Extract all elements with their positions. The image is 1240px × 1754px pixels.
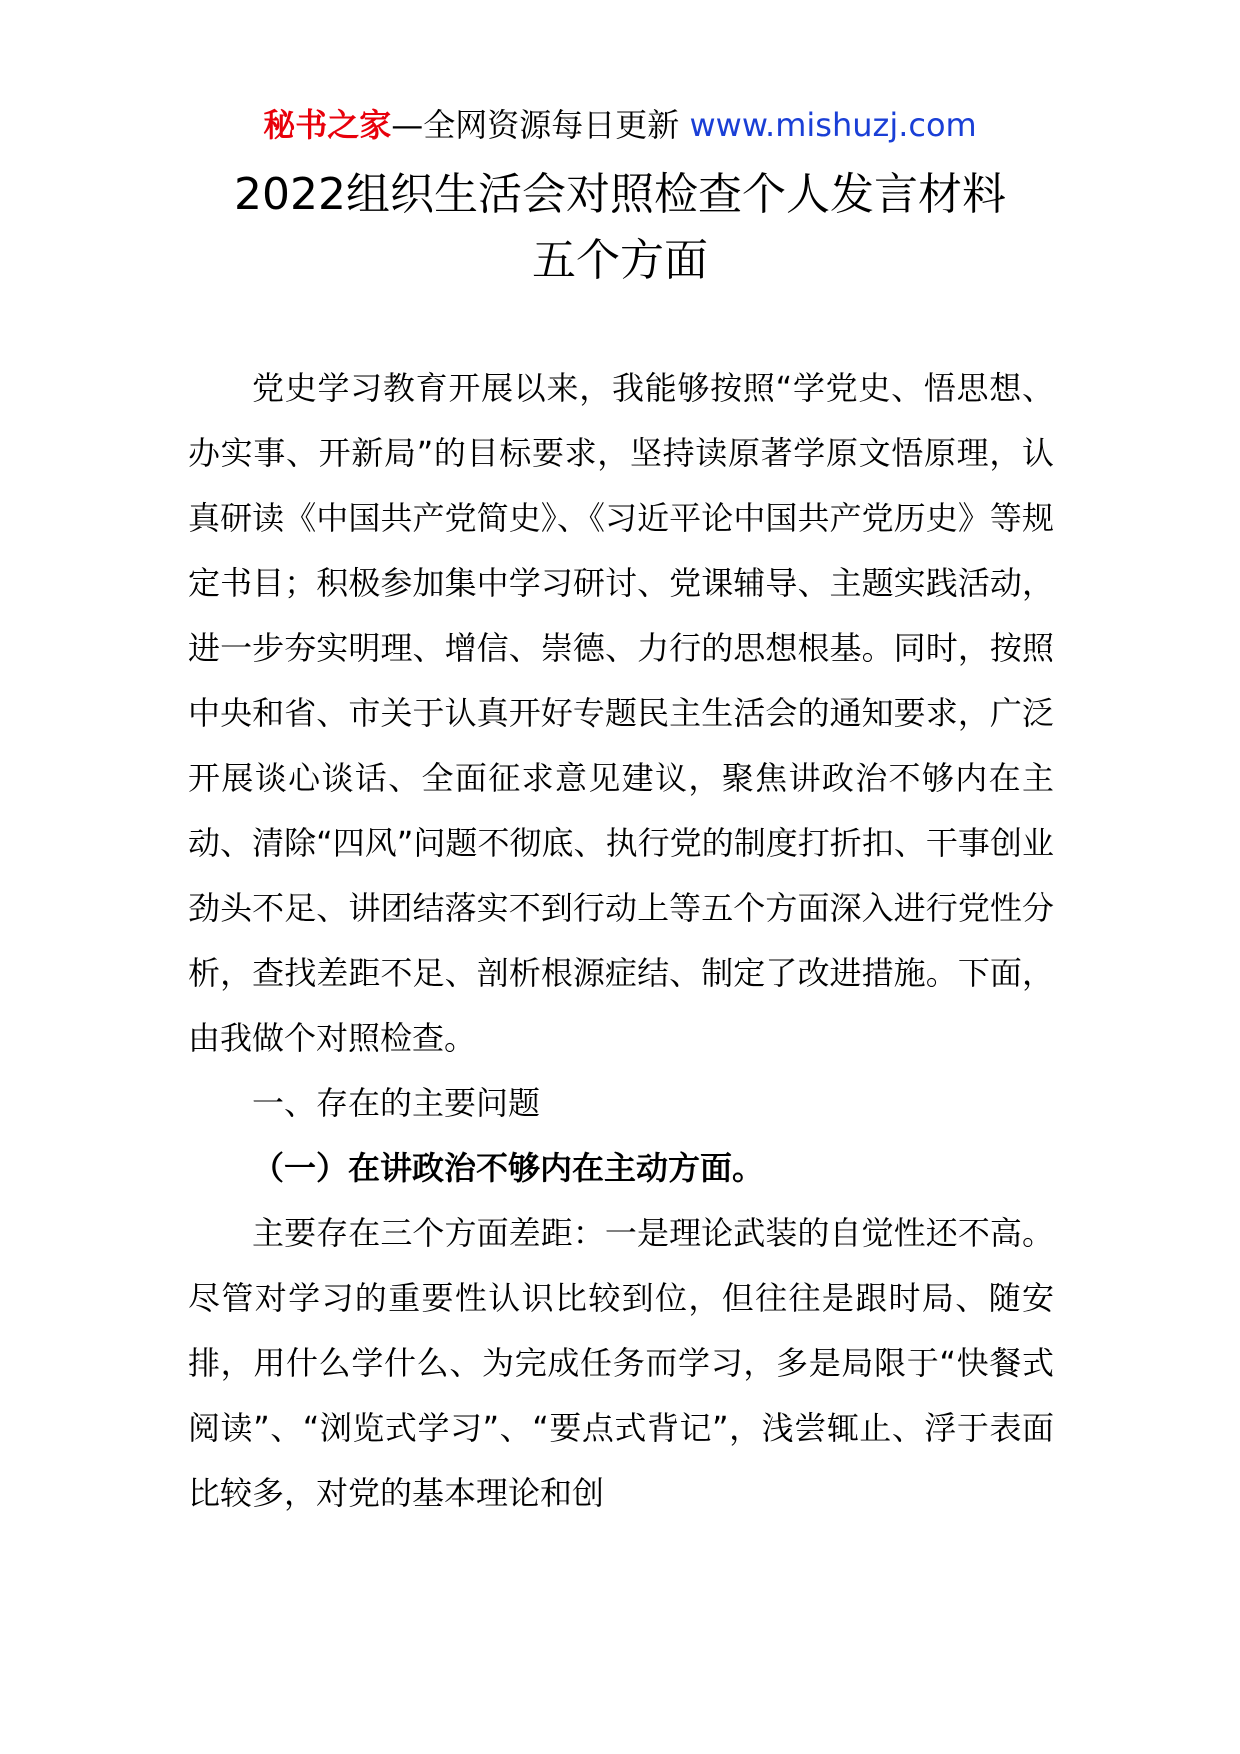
- site-header: [0, 100, 1240, 150]
- intro-paragraph: 党史学习教育开展以来，我能够按照“学党史、悟思想、办实事、开新局”的目标要求，坚持读原著学原文悟原理，认真研读《中国共产党简史》、《习近平论中国共产党历史》等规定书目；积极参加集中学习研讨、党课辅导、主题实践活动，进一步夯实明理、增信、崇德、力行的思想根基。同时，按照中央和省、市关于认真开好专题民主生活会的通知要求，广泛开展谈心谈话、全面征求意见建议，聚焦讲政治不够内在主动、清除“四风”问题不彻底、执行党的制度打折扣、干事创业劲头不足、讲团结落实不到行动上等五个方面深入进行党性分析，查找差距不足、剖析根源症结、制定了改进措施。下面，由我做个对照检查。: [188, 369, 1054, 1057]
- body-paragraph: 主要存在三个方面差距：一是理论武装的自觉性还不高。尽管对学习的重要性认识比较到位，但往往是跟时局、随安排，用什么学什么、为完成任务而学习，多是局限于“快餐式阅读”、“浏览式学习”、“要点式背记”，浅尝辄止、浮于表面比较多，对党的基本理论和创: [188, 1214, 1054, 1512]
- document-title-line2: 五个方面: [532, 235, 708, 286]
- site-brand: 秘书之家: [263, 106, 392, 144]
- site-url-link[interactable]: www.mishuzj.com: [689, 106, 977, 144]
- document-body: [188, 356, 1054, 1526]
- document-title-line1: 2022组织生活会对照检查个人发言材料: [234, 169, 1006, 220]
- site-slogan: —全网资源每日更新: [391, 106, 690, 144]
- subsection-heading: （一）在讲政治不够内在主动方面。: [252, 1149, 765, 1187]
- section-heading: 一、存在的主要问题: [252, 1084, 541, 1122]
